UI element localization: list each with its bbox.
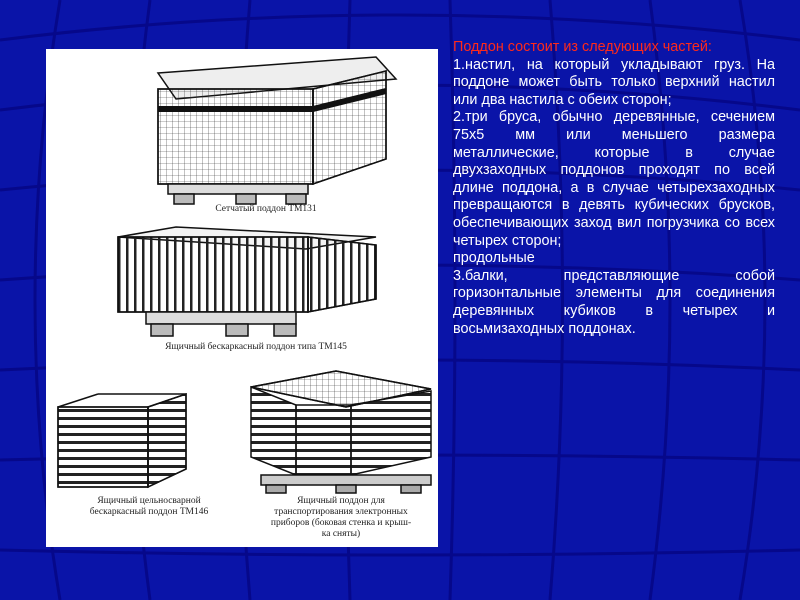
caption-electronics xyxy=(246,496,436,540)
caption-tm146 xyxy=(54,496,244,518)
heading: Поддон состоит из следующих частей: xyxy=(453,39,712,55)
box-pallet-tm145-drawing xyxy=(118,227,376,336)
paragraph-longitudinal: продольные xyxy=(453,250,535,267)
mesh-pallet-tm131-drawing xyxy=(158,57,396,204)
pallet-drawings xyxy=(46,49,438,547)
electronics-pallet-drawing xyxy=(251,371,431,493)
pallet-illustrations-panel xyxy=(46,49,438,547)
caption-tm146-line2: бескаркасный поддон ТМ146 xyxy=(89,507,209,517)
pallet-parts-text xyxy=(453,39,775,338)
caption-tm146-line1: Ящичный цельносварной xyxy=(97,496,201,506)
caption-tm145: Ящичный бескаркасный поддон типа ТМ145 xyxy=(165,342,347,352)
caption-electronics-line2: транспортирования электронных xyxy=(274,507,408,517)
caption-electronics-line1: Ящичный поддон для xyxy=(297,496,385,506)
welded-pallet-tm146-drawing xyxy=(58,394,186,487)
caption-tm131: Сетчатый поддон ТМ131 xyxy=(215,204,317,214)
paragraph-beams: 3.балки, представляющие собой горизонтальные элементы для соединения деревянных кубиков в четырех и восьмизаходных поддонах. xyxy=(453,267,775,337)
caption-electronics-line4: ка сняты) xyxy=(321,529,361,539)
caption-electronics-line3: приборов (боковая стенка и крыш- xyxy=(270,518,412,528)
paragraph-bars: 2.три бруса, обычно деревянные, сечением 75x5 мм или меньшего размера металлические, которые в случае двухзаходных поддонов проходят по всей длине поддона, а в случае четырехзаходных превращаются в девять кубических брусков, обеспечивающих заход вил погрузчика со всех четырех сторон; xyxy=(453,109,775,249)
paragraph-deck: 1.настил, на который укладывают груз. На поддоне может быть только верхний настил или два настила с обеих сторон; xyxy=(453,56,775,108)
